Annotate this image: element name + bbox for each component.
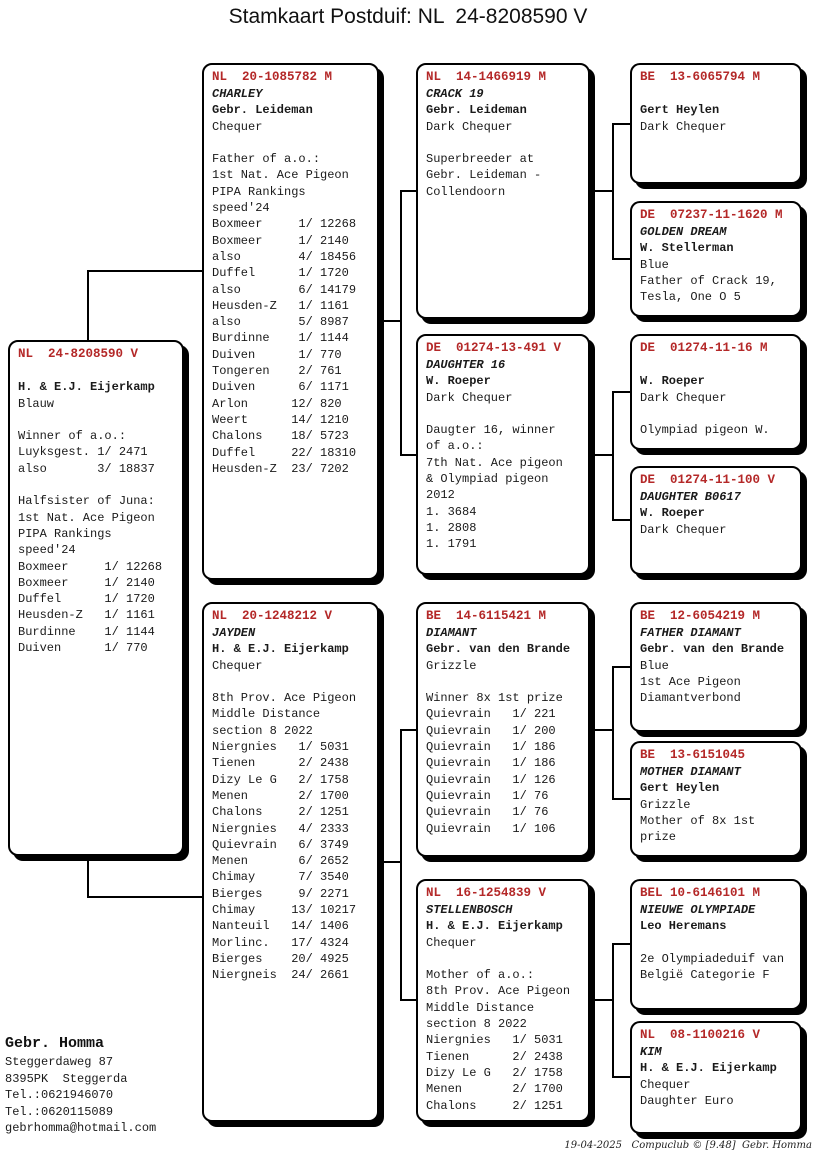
text-line: Superbreeder at [426, 152, 535, 167]
text-line: Winner of a.o.: [18, 429, 127, 444]
text-line: Gebr. Leideman - [426, 168, 542, 183]
text-line: & Olympiad pigeon [426, 472, 549, 487]
text-line: also 6/ 14179 [212, 282, 357, 297]
text-line: Menen 6/ 2652 [212, 854, 349, 869]
text-line: Olympiad pigeon W. [640, 423, 770, 438]
text-line: 1st Nat. Ace Pigeon [212, 168, 349, 183]
pedigree-box-grandfather-paternal [416, 63, 590, 319]
text-line: Gebr. Leideman [212, 103, 313, 118]
ring-number: DE 07237-11-1620 M [640, 208, 783, 222]
text-line [640, 86, 792, 102]
text-line: Gert Heylen [640, 103, 720, 118]
box-lines [426, 357, 580, 553]
text-line: Dizy Le G 2/ 1758 [212, 772, 349, 787]
connector-line [379, 320, 400, 322]
text-line: Dark Chequer [426, 390, 513, 405]
text-line: Burdinne 1/ 1144 [18, 624, 155, 639]
pedigree-box-grandmother-paternal [416, 334, 590, 575]
text-line: Grizzle [426, 658, 477, 673]
loft-contact-block [5, 1034, 156, 1137]
text-line: of a.o.: [426, 439, 484, 454]
text-line: section 8 2022 [212, 723, 313, 738]
text-line: 1. 2808 [426, 520, 477, 535]
text-line: Middle Distance [426, 1000, 535, 1015]
text-line: Duiven 1/ 770 [18, 641, 148, 656]
text-line: Chimay 7/ 3540 [212, 870, 349, 885]
connector-line [400, 454, 416, 456]
text-line: Duffel 22/ 18310 [212, 445, 357, 460]
pedigree-box-ggp-7 [630, 879, 802, 1010]
connector-line [400, 729, 416, 731]
text-line: W. Stellerman [640, 241, 734, 256]
pedigree-box-father [202, 63, 379, 580]
text-line: Niergnies 4/ 2333 [212, 821, 349, 836]
text-line: also 4/ 18456 [212, 249, 357, 264]
text-line: H. & E.J. Eijerkamp [426, 919, 563, 934]
box-lines [640, 224, 792, 305]
connector-line [612, 391, 630, 393]
text-line: H. & E.J. Eijerkamp [640, 1061, 777, 1076]
pedigree-box-subject [8, 340, 184, 856]
connector-line [612, 123, 614, 260]
box-lines [640, 1044, 792, 1109]
text-line: Dizy Le G 2/ 1758 [426, 1065, 563, 1080]
box-lines [212, 625, 369, 984]
box-lines [426, 902, 580, 1114]
text-line: Collendoorn [426, 184, 506, 199]
ring-number: BEL 10-6146101 M [640, 886, 761, 900]
connector-line [87, 270, 89, 340]
text-line: Tesla, One O 5 [640, 290, 741, 305]
box-lines [18, 363, 174, 656]
text-line: Luyksgest. 1/ 2471 [18, 445, 148, 460]
text-line: Boxmeer 1/ 12268 [212, 217, 357, 232]
text-line: Heusden-Z 23/ 7202 [212, 461, 349, 476]
text-line: Heusden-Z 1/ 1161 [212, 298, 349, 313]
text-line: Boxmeer 1/ 2140 [212, 233, 349, 248]
text-line: Quievrain 1/ 186 [426, 740, 556, 755]
text-line: speed'24 [212, 201, 270, 216]
text-line: H. & E.J. Eijerkamp [212, 642, 349, 657]
connector-line [612, 666, 614, 800]
text-line: NIEUWE OLYMPIADE [640, 903, 756, 917]
text-line: Quievrain 1/ 200 [426, 723, 556, 738]
text-line [640, 406, 792, 422]
pedigree-box-ggp-2 [630, 201, 802, 317]
text-line: 8th Prov. Ace Pigeon [426, 984, 571, 999]
text-line: Quievrain 1/ 76 [426, 788, 549, 803]
text-line: speed'24 [18, 543, 76, 558]
page-title: Stamkaart Postduif: NL 24-8208590 V [228, 5, 588, 28]
connector-line [612, 666, 630, 668]
text-line: W. Roeper [426, 374, 491, 389]
text-line: Gebr. van den Brande [640, 642, 785, 657]
text-line: Father of a.o.: [212, 152, 321, 167]
text-line: Winner 8x 1st prize [426, 691, 563, 706]
connector-line [612, 391, 614, 521]
text-line: prize [640, 830, 677, 845]
pedigree-box-ggp-4 [630, 466, 802, 575]
connector-line [590, 729, 612, 731]
text-line: Blauw [18, 396, 55, 411]
connector-line [87, 896, 202, 898]
text-line [426, 951, 580, 967]
box-lines [640, 489, 792, 538]
text-line: Gert Heylen [640, 781, 720, 796]
connector-line [612, 519, 630, 521]
text-line: Gebr. van den Brande [426, 642, 571, 657]
text-line: gebrhomma@hotmail.com [5, 1121, 157, 1136]
ring-number: NL 24-8208590 V [18, 347, 139, 361]
text-line: FATHER DIAMANT [640, 626, 741, 640]
connector-line [612, 1076, 630, 1078]
ring-number: NL 20-1085782 M [212, 70, 333, 84]
text-line [426, 674, 580, 690]
text-line: Diamantverbond [640, 691, 741, 706]
text-line: CRACK 19 [426, 87, 484, 101]
text-line: 2012 [426, 488, 455, 503]
text-line: Burdinne 1/ 1144 [212, 331, 349, 346]
text-line: Grizzle [640, 797, 691, 812]
connector-line [379, 861, 400, 863]
pedigree-box-ggp-3 [630, 334, 802, 450]
loft-address-lines [5, 1054, 156, 1137]
text-line: Niergnies 1/ 5031 [426, 1033, 563, 1048]
ring-number: BE 12-6054219 M [640, 609, 761, 623]
text-line: Arlon 12/ 820 [212, 396, 342, 411]
connector-line [612, 123, 630, 125]
box-lines [640, 902, 792, 983]
text-line: Leo Heremans [640, 919, 727, 934]
text-line: PIPA Rankings [212, 184, 306, 199]
text-line: Boxmeer 1/ 12268 [18, 559, 163, 574]
ring-number: DE 01274-13-491 V [426, 341, 562, 355]
text-line: Middle Distance [212, 707, 321, 722]
ring-number: NL 20-1248212 V [212, 609, 333, 623]
text-line: Tel.:0621946070 [5, 1088, 114, 1103]
text-line: 2e Olympiadeduif van [640, 951, 785, 966]
text-line: Quievrain 1/ 126 [426, 772, 556, 787]
connector-line [400, 999, 416, 1001]
text-line: Menen 2/ 1700 [426, 1082, 563, 1097]
text-line: Chimay 13/ 10217 [212, 903, 357, 918]
ring-number: DE 01274-11-16 M [640, 341, 768, 355]
text-line: Quievrain 1/ 186 [426, 756, 556, 771]
text-line: Quievrain 1/ 106 [426, 821, 556, 836]
text-line: Blue [640, 257, 669, 272]
text-line: also 3/ 18837 [18, 461, 155, 476]
text-line: MOTHER DIAMANT [640, 765, 741, 779]
text-line [18, 412, 174, 428]
connector-line [400, 729, 402, 1001]
pedigree-box-ggp-6 [630, 741, 802, 857]
text-line: Dark Chequer [640, 390, 727, 405]
text-line: Quievrain 1/ 221 [426, 707, 556, 722]
text-line: Daugter 16, winner [426, 423, 556, 438]
text-line [212, 674, 369, 690]
text-line: 1st Ace Pigeon [640, 674, 741, 689]
connector-line [590, 999, 612, 1001]
text-line: 1st Nat. Ace Pigeon [18, 510, 155, 525]
text-line: Chalons 18/ 5723 [212, 429, 349, 444]
text-line: Mother of 8x 1st [640, 813, 756, 828]
box-lines [640, 357, 792, 438]
text-line: Duffel 1/ 1720 [212, 266, 349, 281]
text-line: GOLDEN DREAM [640, 225, 727, 239]
pedigree-box-ggp-1 [630, 63, 802, 184]
connector-line [590, 454, 612, 456]
text-line: Duiven 6/ 1171 [212, 380, 349, 395]
text-line: Tienen 2/ 2438 [426, 1049, 563, 1064]
box-lines [640, 625, 792, 706]
ring-number: BE 13-6065794 M [640, 70, 761, 84]
ring-number: NL 16-1254839 V [426, 886, 547, 900]
text-line: Boxmeer 1/ 2140 [18, 575, 155, 590]
connector-line [590, 190, 612, 192]
text-line: 1. 3684 [426, 504, 477, 519]
pedigree-box-ggp-5 [630, 602, 802, 732]
text-line: DAUGHTER B0617 [640, 490, 741, 504]
text-line: Tienen 2/ 2438 [212, 756, 349, 771]
text-line: H. & E.J. Eijerkamp [18, 380, 155, 395]
text-line: Steggerdaweg 87 [5, 1055, 114, 1069]
text-line: DAUGHTER 16 [426, 358, 506, 372]
text-line [212, 135, 369, 151]
text-line [426, 135, 580, 151]
box-lines [640, 764, 792, 845]
text-line [640, 357, 792, 373]
connector-line [87, 856, 89, 898]
text-line: 1. 1791 [426, 537, 477, 552]
text-line: Chequer [212, 119, 263, 134]
text-line: Menen 2/ 1700 [212, 788, 349, 803]
text-line: Blue [640, 658, 669, 673]
text-line: Tel.:0620115089 [5, 1104, 114, 1119]
connector-line [612, 258, 630, 260]
text-line: Dark Chequer [640, 522, 727, 537]
text-line: Bierges 9/ 2271 [212, 886, 349, 901]
box-lines [640, 86, 792, 135]
text-line: Chequer [212, 658, 263, 673]
text-line: STELLENBOSCH [426, 903, 513, 917]
box-lines [426, 86, 580, 200]
text-line: Bierges 20/ 4925 [212, 951, 349, 966]
pedigree-box-mother [202, 602, 379, 1122]
text-line: Father of Crack 19, [640, 273, 777, 288]
loft-owner-name: Gebr. Homma [5, 1035, 105, 1052]
text-line: JAYDEN [212, 626, 256, 640]
pedigree-box-grandmother-maternal [416, 879, 590, 1122]
text-line: 8th Prov. Ace Pigeon [212, 691, 357, 706]
text-line [18, 477, 174, 493]
box-lines [212, 86, 369, 477]
text-line: also 5/ 8987 [212, 315, 349, 330]
text-line: Chequer [640, 1077, 691, 1092]
text-line [426, 406, 580, 422]
text-line: PIPA Rankings [18, 526, 112, 541]
ring-number: NL 14-1466919 M [426, 70, 547, 84]
text-line: DIAMANT [426, 626, 477, 640]
ring-number: NL 08-1100216 V [640, 1028, 761, 1042]
print-info: 19-04-2025 Compuclub © [9.48] Gebr. Homma [564, 1140, 812, 1151]
text-line: W. Roeper [640, 374, 705, 389]
text-line: Chequer [426, 935, 477, 950]
box-lines [426, 625, 580, 837]
text-line: CHARLEY [212, 87, 263, 101]
text-line [640, 935, 792, 951]
text-line: KIM [640, 1045, 662, 1059]
text-line: section 8 2022 [426, 1017, 527, 1032]
connector-line [612, 943, 614, 1078]
text-line: Morlinc. 17/ 4324 [212, 935, 349, 950]
text-line: Quievrain 6/ 3749 [212, 837, 349, 852]
text-line: Dark Chequer [426, 119, 513, 134]
text-line: België Categorie F [640, 968, 770, 983]
text-line: W. Roeper [640, 506, 705, 521]
text-line: Chalons 2/ 1251 [426, 1098, 563, 1113]
ring-number: BE 13-6151045 [640, 748, 746, 762]
text-line: Mother of a.o.: [426, 968, 535, 983]
connector-line [400, 190, 402, 456]
text-line: Daughter Euro [640, 1093, 734, 1108]
text-line: Duiven 1/ 770 [212, 347, 342, 362]
text-line: Tongeren 2/ 761 [212, 364, 342, 379]
text-line: 7th Nat. Ace pigeon [426, 455, 563, 470]
text-line: 8395PK Steggerda [5, 1071, 128, 1086]
connector-line [400, 190, 416, 192]
text-line: Quievrain 1/ 76 [426, 805, 549, 820]
ring-number: BE 14-6115421 M [426, 609, 547, 623]
text-line: Niergnies 1/ 5031 [212, 740, 349, 755]
text-line: Heusden-Z 1/ 1161 [18, 608, 155, 623]
text-line: Gebr. Leideman [426, 103, 527, 118]
text-line: Weert 14/ 1210 [212, 412, 349, 427]
connector-line [87, 270, 202, 272]
pedigree-box-ggp-8 [630, 1021, 802, 1134]
pedigree-box-grandfather-maternal [416, 602, 590, 857]
text-line: Halfsister of Juna: [18, 494, 155, 509]
connector-line [612, 798, 630, 800]
ring-number: DE 01274-11-100 V [640, 473, 776, 487]
text-line: Nanteuil 14/ 1406 [212, 919, 349, 934]
text-line [18, 363, 174, 379]
text-line: Duffel 1/ 1720 [18, 592, 155, 607]
text-line: Niergneis 24/ 2661 [212, 968, 349, 983]
connector-line [612, 943, 630, 945]
text-line: Dark Chequer [640, 119, 727, 134]
text-line: Chalons 2/ 1251 [212, 805, 349, 820]
